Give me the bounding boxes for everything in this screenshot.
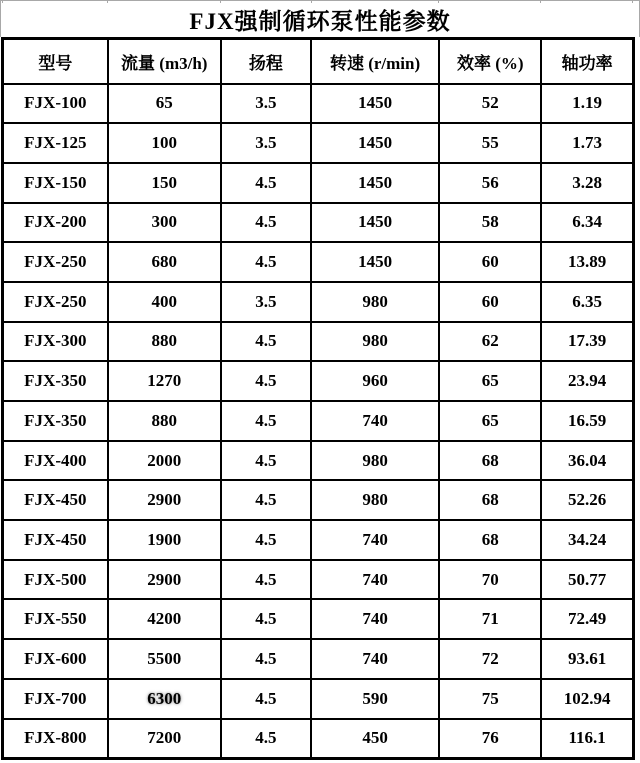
table-row xyxy=(3,242,634,282)
cell-head xyxy=(221,242,311,282)
table-title xyxy=(0,0,640,37)
cell-efficiency xyxy=(439,401,541,441)
cell-value: 68 xyxy=(481,490,499,510)
cell-value: 4.5 xyxy=(255,371,277,391)
cell-value: 3.28 xyxy=(572,172,603,192)
cell-value: 1450 xyxy=(358,133,393,153)
table-row xyxy=(3,123,634,163)
cell-value: 72.49 xyxy=(568,609,607,629)
cell-value: 1270 xyxy=(147,371,182,391)
cell-value: 880 xyxy=(151,331,177,351)
cell-speed xyxy=(311,679,439,719)
cell-value: 680 xyxy=(151,252,177,272)
cell-value: 1450 xyxy=(358,172,393,192)
cell-value: 740 xyxy=(362,569,388,589)
cell-value: 62 xyxy=(481,331,499,351)
col-header-flow: 流量 (m3/h) xyxy=(108,39,221,84)
cell-value: FJX-150 xyxy=(24,172,87,192)
cell-head xyxy=(221,679,311,719)
cell-value: FJX-250 xyxy=(24,291,87,311)
cell-value: FJX-350 xyxy=(24,410,87,430)
cell-value: 93.61 xyxy=(568,648,607,668)
cell-value: 16.59 xyxy=(568,410,607,430)
cell-value: 150 xyxy=(151,172,177,192)
cell-flow xyxy=(108,639,221,679)
cell-value: 2000 xyxy=(147,450,182,470)
cell-value: 740 xyxy=(362,410,388,430)
cell-value: FJX-125 xyxy=(24,133,87,153)
cell-value: 1.19 xyxy=(572,93,603,113)
cell-model xyxy=(3,401,108,441)
cell-shaft-power xyxy=(541,480,633,520)
cell-model xyxy=(3,639,108,679)
cell-value: 17.39 xyxy=(568,331,607,351)
cell-value: 2900 xyxy=(147,569,182,589)
cell-value: 58 xyxy=(481,212,499,232)
cell-flow xyxy=(108,203,221,243)
cell-flow xyxy=(108,719,221,759)
cell-value: 4200 xyxy=(147,609,182,629)
cell-model xyxy=(3,599,108,639)
cell-value: FJX-400 xyxy=(24,450,87,470)
cell-efficiency xyxy=(439,520,541,560)
cell-value: 36.04 xyxy=(568,450,607,470)
cell-flow xyxy=(108,520,221,560)
col-header-speed: 转速 (r/min) xyxy=(311,39,439,84)
cell-value: 1.73 xyxy=(572,133,603,153)
table-row xyxy=(3,163,634,203)
cell-value: 3.5 xyxy=(255,133,277,153)
cell-shaft-power xyxy=(541,242,633,282)
grid-tick xyxy=(107,0,108,3)
cell-speed xyxy=(311,520,439,560)
cell-value: 980 xyxy=(362,450,388,470)
cell-value: 1450 xyxy=(358,93,393,113)
cell-value: 4.5 xyxy=(255,450,277,470)
cell-value: 980 xyxy=(362,291,388,311)
cell-value: 6.34 xyxy=(572,212,603,232)
cell-value: 740 xyxy=(362,609,388,629)
cell-value: 50.77 xyxy=(568,569,607,589)
cell-value: 68 xyxy=(481,529,499,549)
table-row xyxy=(3,401,634,441)
cell-speed xyxy=(311,401,439,441)
cell-shaft-power xyxy=(541,203,633,243)
cell-flow xyxy=(108,163,221,203)
cell-efficiency xyxy=(439,719,541,759)
cell-model xyxy=(3,322,108,362)
cell-value: 60 xyxy=(481,252,499,272)
cell-efficiency xyxy=(439,679,541,719)
cell-speed xyxy=(311,480,439,520)
cell-value: 450 xyxy=(362,728,388,748)
cell-value: FJX-500 xyxy=(24,569,87,589)
cell-speed xyxy=(311,282,439,322)
cell-speed xyxy=(311,123,439,163)
table-row xyxy=(3,361,634,401)
cell-head xyxy=(221,361,311,401)
cell-efficiency xyxy=(439,84,541,124)
cell-value: 1900 xyxy=(147,529,182,549)
cell-value: FJX-100 xyxy=(24,93,87,113)
cell-shaft-power xyxy=(541,401,633,441)
col-header-efficiency: 效率 (%) xyxy=(439,39,541,84)
table-row xyxy=(3,520,634,560)
table-row xyxy=(3,560,634,600)
cell-value: 72 xyxy=(481,648,499,668)
cell-head xyxy=(221,84,311,124)
table-title-text: FJX强制循环泵性能参数 xyxy=(189,8,451,34)
cell-flow xyxy=(108,84,221,124)
cell-model xyxy=(3,282,108,322)
cell-head xyxy=(221,520,311,560)
table-row xyxy=(3,719,634,759)
cell-value: 880 xyxy=(151,410,177,430)
cell-value: 1450 xyxy=(358,212,393,232)
cell-value: 740 xyxy=(362,529,388,549)
cell-efficiency xyxy=(439,282,541,322)
cell-value: 60 xyxy=(481,291,499,311)
cell-value: FJX-450 xyxy=(24,529,87,549)
cell-model xyxy=(3,441,108,481)
cell-value: 70 xyxy=(481,569,499,589)
cell-value: FJX-800 xyxy=(24,728,87,748)
cell-model xyxy=(3,719,108,759)
cell-value: 4.5 xyxy=(255,569,277,589)
cell-value: FJX-350 xyxy=(24,371,87,391)
cell-efficiency xyxy=(439,203,541,243)
cell-flow xyxy=(108,242,221,282)
grid-tick xyxy=(632,0,633,3)
cell-head xyxy=(221,123,311,163)
table-row xyxy=(3,203,634,243)
cell-model xyxy=(3,203,108,243)
cell-value: FJX-450 xyxy=(24,490,87,510)
col-header-shaft-power: 轴功率 xyxy=(541,39,633,84)
cell-shaft-power xyxy=(541,123,633,163)
cell-flow xyxy=(108,560,221,600)
table-row xyxy=(3,679,634,719)
cell-value: FJX-700 xyxy=(24,688,87,708)
cell-efficiency xyxy=(439,242,541,282)
cell-value: 4.5 xyxy=(255,172,277,192)
cell-efficiency xyxy=(439,361,541,401)
cell-value: 56 xyxy=(481,172,499,192)
cell-head xyxy=(221,560,311,600)
cell-model xyxy=(3,679,108,719)
col-header-model: 型号 xyxy=(3,39,108,84)
grid-tick xyxy=(220,0,221,3)
cell-value: 4.5 xyxy=(255,490,277,510)
cell-shaft-power xyxy=(541,282,633,322)
cell-model xyxy=(3,520,108,560)
cell-value: 3.5 xyxy=(255,93,277,113)
cell-shaft-power xyxy=(541,520,633,560)
cell-head xyxy=(221,282,311,322)
table-row xyxy=(3,282,634,322)
cell-value: 980 xyxy=(362,490,388,510)
pump-performance-table xyxy=(1,37,635,760)
cell-model xyxy=(3,242,108,282)
cell-value: 4.5 xyxy=(255,648,277,668)
cell-efficiency xyxy=(439,480,541,520)
cell-value: FJX-250 xyxy=(24,252,87,272)
cell-value: 75 xyxy=(481,688,499,708)
cell-value: 6300 xyxy=(147,688,182,708)
cell-head xyxy=(221,322,311,362)
cell-value: 1450 xyxy=(358,252,393,272)
cell-value: FJX-200 xyxy=(24,212,87,232)
cell-speed xyxy=(311,441,439,481)
cell-shaft-power xyxy=(541,163,633,203)
cell-shaft-power xyxy=(541,84,633,124)
cell-value: 4.5 xyxy=(255,609,277,629)
cell-head xyxy=(221,480,311,520)
cell-flow xyxy=(108,599,221,639)
grid-tick xyxy=(540,0,541,3)
cell-efficiency xyxy=(439,441,541,481)
cell-head xyxy=(221,599,311,639)
cell-model xyxy=(3,560,108,600)
cell-value: 52.26 xyxy=(568,490,607,510)
cell-shaft-power xyxy=(541,560,633,600)
cell-value: 100 xyxy=(151,133,177,153)
grid-tick xyxy=(438,0,439,3)
cell-value: 980 xyxy=(362,331,388,351)
cell-shaft-power xyxy=(541,639,633,679)
table-row xyxy=(3,322,634,362)
cell-model xyxy=(3,163,108,203)
cell-value: 4.5 xyxy=(255,529,277,549)
cell-shaft-power xyxy=(541,361,633,401)
cell-value: 13.89 xyxy=(568,252,607,272)
cell-shaft-power xyxy=(541,719,633,759)
cell-head xyxy=(221,401,311,441)
cell-efficiency xyxy=(439,599,541,639)
cell-flow xyxy=(108,679,221,719)
cell-value: 52 xyxy=(481,93,499,113)
cell-value: 2900 xyxy=(147,490,182,510)
cell-value: 116.1 xyxy=(568,728,606,748)
cell-head xyxy=(221,639,311,679)
cell-value: 65 xyxy=(481,371,499,391)
cell-value: 5500 xyxy=(147,648,182,668)
cell-value: 4.5 xyxy=(255,728,277,748)
cell-value: FJX-300 xyxy=(24,331,87,351)
cell-value: 4.5 xyxy=(255,252,277,272)
cell-value: 4.5 xyxy=(255,688,277,708)
cell-speed xyxy=(311,242,439,282)
table-row xyxy=(3,84,634,124)
cell-model xyxy=(3,361,108,401)
cell-value: FJX-600 xyxy=(24,648,87,668)
cell-flow xyxy=(108,322,221,362)
cell-flow xyxy=(108,282,221,322)
cell-efficiency xyxy=(439,639,541,679)
cell-value: 55 xyxy=(481,133,499,153)
grid-tick xyxy=(2,0,3,3)
cell-value: 740 xyxy=(362,648,388,668)
cell-model xyxy=(3,480,108,520)
cell-head xyxy=(221,203,311,243)
cell-value: 76 xyxy=(481,728,499,748)
cell-value: 4.5 xyxy=(255,410,277,430)
cell-speed xyxy=(311,163,439,203)
cell-flow xyxy=(108,441,221,481)
grid-tick xyxy=(311,0,312,3)
cell-value: 4.5 xyxy=(255,331,277,351)
cell-value: 23.94 xyxy=(568,371,607,391)
cell-shaft-power xyxy=(541,679,633,719)
cell-value: 590 xyxy=(362,688,388,708)
cell-value: 65 xyxy=(155,93,173,113)
cell-speed xyxy=(311,560,439,600)
cell-head xyxy=(221,719,311,759)
cell-speed xyxy=(311,639,439,679)
table-row xyxy=(3,441,634,481)
cell-flow xyxy=(108,401,221,441)
cell-efficiency xyxy=(439,322,541,362)
cell-speed xyxy=(311,719,439,759)
cell-efficiency xyxy=(439,123,541,163)
cell-value: FJX-550 xyxy=(24,609,87,629)
cell-value: 6.35 xyxy=(572,291,603,311)
table-row xyxy=(3,480,634,520)
cell-shaft-power xyxy=(541,599,633,639)
cell-value: 65 xyxy=(481,410,499,430)
cell-value: 34.24 xyxy=(568,529,607,549)
table-row xyxy=(3,639,634,679)
cell-value: 400 xyxy=(151,291,177,311)
cell-shaft-power xyxy=(541,322,633,362)
cell-value: 71 xyxy=(481,609,499,629)
cell-model xyxy=(3,84,108,124)
header-row xyxy=(3,39,634,84)
cell-efficiency xyxy=(439,560,541,600)
cell-speed xyxy=(311,599,439,639)
table-row xyxy=(3,599,634,639)
col-header-head: 扬程 xyxy=(221,39,311,84)
cell-efficiency xyxy=(439,163,541,203)
cell-flow xyxy=(108,480,221,520)
cell-value: 300 xyxy=(151,212,177,232)
table-body xyxy=(3,84,634,759)
cell-value: 4.5 xyxy=(255,212,277,232)
cell-head xyxy=(221,163,311,203)
cell-value: 7200 xyxy=(147,728,182,748)
cell-flow xyxy=(108,123,221,163)
cell-speed xyxy=(311,322,439,362)
cell-head xyxy=(221,441,311,481)
cell-speed xyxy=(311,361,439,401)
cell-speed xyxy=(311,203,439,243)
cell-value: 960 xyxy=(362,371,388,391)
cell-flow xyxy=(108,361,221,401)
cell-value: 68 xyxy=(481,450,499,470)
cell-value: 3.5 xyxy=(255,291,277,311)
cell-value: 102.94 xyxy=(563,688,611,708)
cell-speed xyxy=(311,84,439,124)
cell-model xyxy=(3,123,108,163)
cell-shaft-power xyxy=(541,441,633,481)
